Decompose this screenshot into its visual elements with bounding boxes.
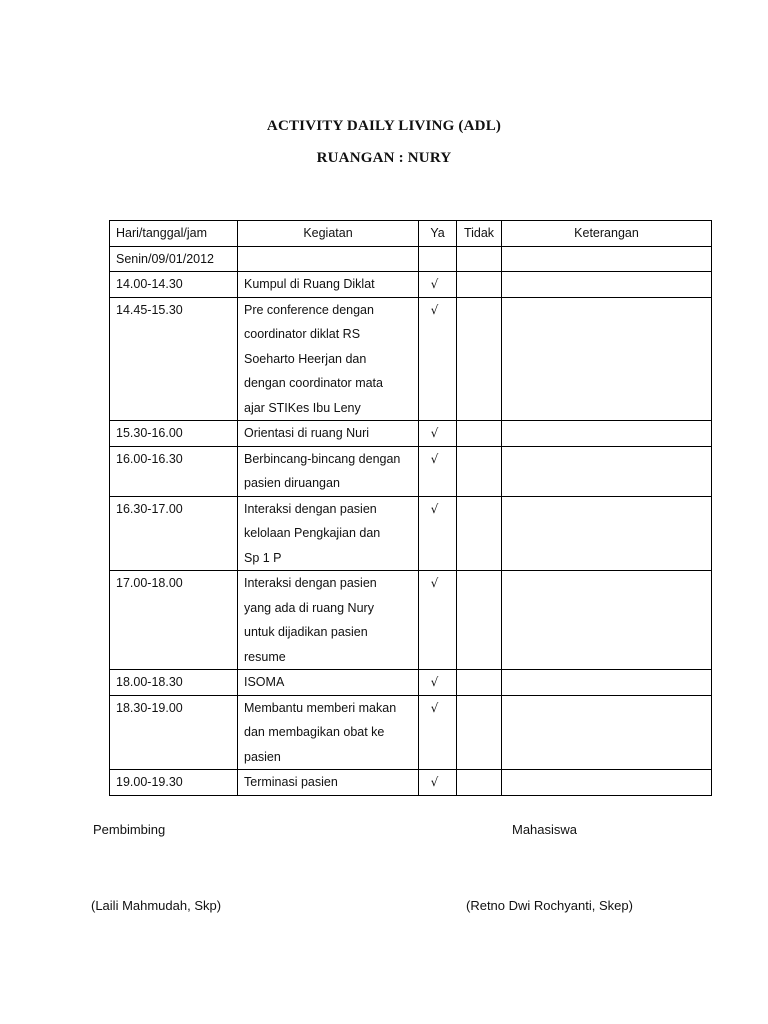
time-cell: 16.30-17.00 <box>110 496 238 571</box>
no-cell <box>457 571 502 670</box>
time-cell: 17.00-18.00 <box>110 571 238 670</box>
yes-check-mark: √ <box>419 421 457 447</box>
time-cell: 16.00-16.30 <box>110 446 238 496</box>
notes-cell <box>502 571 712 670</box>
supervisor-label: Pembimbing <box>93 822 166 837</box>
header-activity: Kegiatan <box>238 221 419 247</box>
yes-check-mark: √ <box>419 695 457 770</box>
activity-cell <box>238 496 419 571</box>
activity-line: coordinator diklat RS <box>244 327 361 341</box>
yes-check-mark: √ <box>419 670 457 696</box>
time-cell: 18.30-19.00 <box>110 695 238 770</box>
activity-cell <box>238 297 419 421</box>
no-cell <box>457 421 502 447</box>
table-row <box>110 670 712 696</box>
document-subtitle: RUANGAN : NURY <box>316 150 452 166</box>
no-cell <box>457 297 502 421</box>
notes-cell <box>502 272 712 298</box>
table-header-row <box>110 221 712 247</box>
no-cell <box>457 770 502 796</box>
yes-check-mark: √ <box>419 297 457 421</box>
activity-line: Interaksi dengan pasien <box>244 501 377 516</box>
yes-check-mark: √ <box>419 496 457 571</box>
student-name: (Retno Dwi Rochyanti, Skep) <box>466 898 633 913</box>
no-cell <box>457 446 502 496</box>
header-yes: Ya <box>419 221 457 247</box>
activity-line: pasien <box>244 749 281 764</box>
header-time: Hari/tanggal/jam <box>110 221 238 247</box>
time-cell: 18.00-18.30 <box>110 670 238 696</box>
date-cell: Senin/09/01/2012 <box>110 246 238 272</box>
notes-cell <box>502 421 712 447</box>
activity-line: Terminasi pasien <box>244 775 338 789</box>
activity-line: ISOMA <box>244 675 285 689</box>
activity-cell <box>238 571 419 670</box>
yes-check-mark: √ <box>419 571 457 670</box>
date-row <box>110 246 712 272</box>
no-cell <box>457 670 502 696</box>
empty-cell <box>238 246 419 272</box>
table-row <box>110 496 712 571</box>
empty-cell <box>419 246 457 272</box>
table-row <box>110 297 712 421</box>
yes-check-mark: √ <box>419 770 457 796</box>
empty-cell <box>457 246 502 272</box>
yes-check-mark: √ <box>419 446 457 496</box>
no-cell <box>457 496 502 571</box>
table-row <box>110 695 712 770</box>
notes-cell <box>502 446 712 496</box>
document-title: ACTIVITY DAILY LIVING (ADL) <box>266 118 502 134</box>
table-row <box>110 272 712 298</box>
table-row <box>110 770 712 796</box>
table-row <box>110 571 712 670</box>
activity-table <box>109 220 712 796</box>
activity-line: dan membagikan obat ke <box>244 725 385 739</box>
activity-line: kelolaan Pengkajian dan <box>244 526 381 540</box>
header-no: Tidak <box>457 221 502 247</box>
notes-cell <box>502 695 712 770</box>
yes-check-mark: √ <box>419 272 457 298</box>
activity-line: yang ada di ruang Nury <box>244 600 374 615</box>
activity-cell <box>238 272 419 298</box>
activity-line: Sp 1 P <box>244 550 282 565</box>
activity-cell <box>238 446 419 496</box>
activity-cell <box>238 770 419 796</box>
notes-cell <box>502 670 712 696</box>
activity-cell <box>238 670 419 696</box>
activity-line: pasien diruangan <box>244 476 340 490</box>
activity-line: resume <box>244 649 286 664</box>
activity-line: Soeharto Heerjan dan <box>244 351 367 366</box>
activity-line: untuk dijadikan pasien <box>244 625 368 639</box>
activity-line: Orientasi di ruang Nuri <box>244 426 370 440</box>
activity-line: Membantu memberi makan <box>244 700 397 715</box>
no-cell <box>457 695 502 770</box>
notes-cell <box>502 770 712 796</box>
activity-cell <box>238 695 419 770</box>
table-row <box>110 446 712 496</box>
header-notes: Keterangan <box>502 221 712 247</box>
no-cell <box>457 272 502 298</box>
notes-cell <box>502 496 712 571</box>
activity-line: Pre conference dengan <box>244 302 374 317</box>
activity-cell <box>238 421 419 447</box>
student-label: Mahasiswa <box>512 822 578 837</box>
supervisor-name: (Laili Mahmudah, Skp) <box>91 898 222 913</box>
time-cell: 14.45-15.30 <box>110 297 238 421</box>
activity-line: Interaksi dengan pasien <box>244 576 377 590</box>
table-body <box>110 246 712 795</box>
notes-cell <box>502 297 712 421</box>
time-cell: 15.30-16.00 <box>110 421 238 447</box>
empty-cell <box>502 246 712 272</box>
time-cell: 14.00-14.30 <box>110 272 238 298</box>
table-row <box>110 421 712 447</box>
activity-line: Kumpul di Ruang Diklat <box>244 277 375 291</box>
activity-line: dengan coordinator mata <box>244 376 383 390</box>
time-cell: 19.00-19.30 <box>110 770 238 796</box>
activity-line: ajar STIKes Ibu Leny <box>244 400 361 415</box>
activity-line: Berbincang-bincang dengan <box>244 451 401 466</box>
